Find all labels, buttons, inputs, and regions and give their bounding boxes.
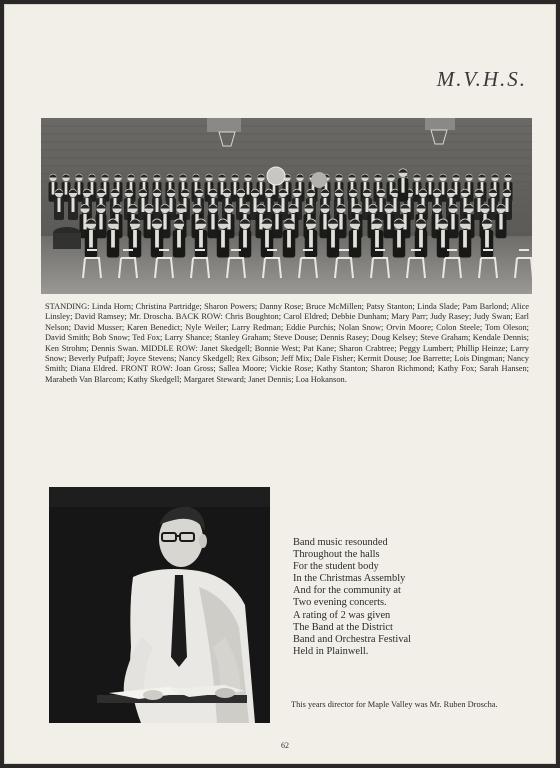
- poem-line: The Band at the District: [293, 621, 393, 633]
- poem-line: And for the community at: [293, 585, 401, 597]
- director-caption: This years director for Maple Valley was Mr. Ruben Droscha.: [291, 700, 498, 709]
- poem-line: A rating of 2 was given: [293, 609, 391, 621]
- school-title: M.V.H.S.: [436, 67, 527, 91]
- yearbook-page: [4, 4, 556, 764]
- poem-line: Band music resounded: [293, 537, 388, 548]
- band-roster-caption: STANDING: Linda Horn; Christina Partridge; Sharon Powers; Danny Rose; Bruce McMillen; Patsy Stanton; Linda Slade; Pam Barlond; Alice Linsley; David Ramsey; Mr. Droscha. BACK ROW: Chris Boughton; Carol Eldred; Debbie Dunham; Mary Parr; Judy Rasey; Judy Swan; Earl Nelson; David Musser; Karen Benedict; Nyle Weiler; Larry Redman; Eddie Purchis; Nolan Snow; Orvin Moore; Colon Steele; Tom Oleson; David Smith; Bob Snow; Ted Fox; Larry Shance; Stanley Graham; Steve Douse; Dennis Rasey; Doug Kelsey; Steve Graham; Kendale Dennis; Ken Strohm; Dennis Swan. MIDDLE ROW: Janet Skedgell; Bonnie West; Pat Kane; Sharon Crabtree; Peggy Lumbert; Phillip Heinze; Larry Snow; Beverly Pufpaff; Joyce Stevens; Nancy Skedgell; Rex Gibson; Jeff Mix; Dale Fisher; Kermit Douse; Joe Barrette; Lois Dingman; Nancy Smith; Diana Eldred. FRONT ROW: Joan Gross; Sallea Moore; Vickie Rose; Kathy Stanton; Sharon Richmond; Kathy Fox; Sarah Hansen; Marabeth Van Blarcom; Kathy Skedgell; Margaret Steward; Janet Dennis; Loa Hokanson.: [45, 302, 529, 384]
- poem-line: Throughout the halls: [293, 549, 380, 561]
- poem-line: Held in Plainwell.: [293, 645, 369, 657]
- poem-line: In the Christmas Assembly: [293, 573, 406, 585]
- poem-line: For the student body: [293, 561, 379, 573]
- poem-line: Band and Orchestra Festival: [293, 633, 412, 645]
- band-group-photo: [41, 118, 532, 294]
- director-photo: [49, 487, 270, 723]
- poem: [293, 537, 411, 658]
- page-number: 62: [281, 741, 289, 750]
- poem-line: Two evening concerts.: [293, 597, 387, 609]
